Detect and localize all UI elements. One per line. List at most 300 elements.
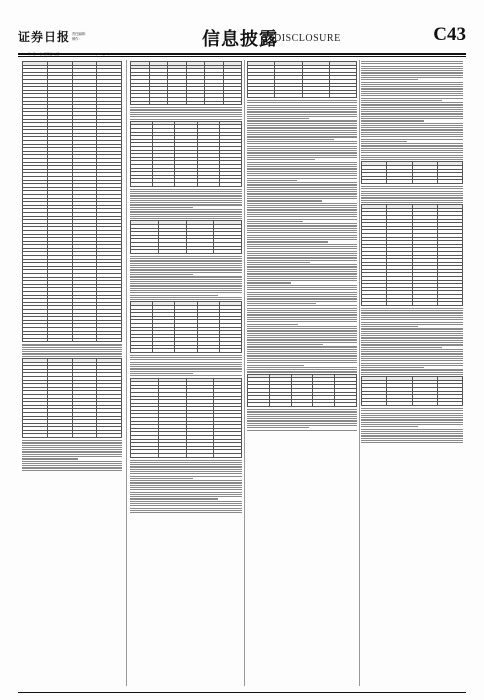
text-line [247, 351, 357, 352]
text-line [130, 267, 242, 268]
text-line [130, 116, 242, 117]
text-line [247, 344, 323, 345]
text-line [361, 312, 463, 313]
text-line [247, 196, 357, 197]
table-cell [387, 302, 412, 306]
text-line [247, 244, 357, 245]
table-cell [131, 454, 159, 458]
text-line [130, 460, 242, 461]
text-line [361, 109, 463, 110]
table-cell [131, 182, 153, 186]
text-line [130, 269, 242, 270]
body-text [361, 408, 463, 443]
table-cell [335, 403, 357, 407]
text-line [361, 319, 463, 320]
text-line [247, 162, 357, 163]
text-line [361, 331, 463, 332]
text-line [361, 317, 463, 318]
text-line [130, 195, 242, 196]
text-line [247, 362, 357, 363]
text-line [247, 109, 357, 110]
text-line [361, 417, 463, 418]
text-line [361, 100, 442, 101]
text-line [361, 326, 418, 327]
table-cell [387, 180, 412, 184]
text-line [247, 416, 357, 417]
table-cell [302, 94, 329, 98]
text-line [247, 205, 357, 206]
text-line [361, 315, 463, 316]
text-line [130, 478, 193, 479]
text-line [247, 303, 316, 304]
text-line [361, 435, 463, 436]
text-line [130, 107, 242, 108]
table-cell [131, 349, 153, 353]
text-line [22, 449, 122, 450]
text-line [247, 180, 297, 181]
text-line [130, 276, 242, 277]
text-line [361, 120, 424, 121]
text-line [247, 152, 357, 153]
text-line [247, 326, 357, 327]
text-line [130, 299, 242, 300]
table-cell [153, 349, 175, 353]
text-line [247, 114, 357, 115]
text-line [247, 184, 357, 185]
text-line [130, 290, 242, 291]
text-line [247, 120, 357, 121]
text-line [247, 132, 357, 133]
text-line [22, 454, 122, 455]
table-cell [269, 403, 291, 407]
text-line [247, 271, 357, 272]
text-line [130, 272, 242, 273]
table-cell [197, 349, 219, 353]
text-line [247, 105, 357, 106]
text-line [247, 411, 357, 412]
text-line [247, 155, 357, 156]
text-line [361, 349, 463, 350]
table-cell [437, 302, 462, 306]
text-line [247, 175, 357, 176]
table-row [131, 182, 242, 186]
text-line [361, 440, 463, 441]
text-line [247, 193, 357, 194]
text-line [247, 146, 357, 147]
table-cell [131, 250, 159, 254]
text-line [247, 278, 357, 279]
text-line [247, 423, 357, 424]
text-line [130, 469, 242, 470]
text-line [247, 367, 357, 368]
text-line [247, 337, 357, 338]
text-line [130, 498, 218, 499]
text-line [247, 191, 357, 192]
text-line [361, 431, 463, 432]
text-line [247, 178, 357, 179]
table-cell [175, 349, 197, 353]
financial-table [361, 204, 463, 306]
text-line [247, 292, 357, 293]
table-cell [97, 434, 122, 438]
text-line [361, 143, 463, 144]
text-line [361, 93, 463, 94]
text-line [361, 337, 463, 338]
table-cell [214, 250, 242, 254]
paper-logo: 证券日报 [18, 30, 71, 44]
text-line [361, 116, 463, 117]
text-line [247, 365, 304, 366]
text-line [22, 442, 122, 443]
body-text [22, 344, 122, 357]
column-divider [126, 60, 127, 686]
body-text [130, 256, 242, 301]
body-text [130, 355, 242, 377]
text-line [22, 463, 122, 464]
table-cell [362, 180, 387, 184]
text-line [247, 216, 357, 217]
financial-table [22, 61, 122, 342]
body-text [247, 100, 357, 373]
body-text [130, 460, 242, 514]
text-line [361, 200, 463, 201]
text-line [247, 134, 357, 135]
text-line [247, 282, 291, 283]
text-line [247, 418, 357, 419]
table-cell [205, 101, 224, 105]
text-line [247, 173, 357, 174]
text-line [247, 255, 357, 256]
text-line [361, 134, 463, 135]
text-line [247, 317, 357, 318]
text-line [361, 84, 463, 85]
text-line [130, 214, 242, 215]
text-line [130, 200, 242, 201]
text-line [130, 473, 242, 474]
text-line [130, 263, 242, 264]
text-line [130, 198, 242, 199]
text-line [361, 335, 463, 336]
text-line [247, 360, 357, 361]
section-title: 信息披露 [202, 29, 278, 50]
text-line [130, 204, 242, 205]
text-line [130, 371, 242, 372]
text-line [247, 260, 357, 261]
table-row [362, 180, 463, 184]
text-line [361, 308, 463, 309]
text-line [247, 330, 357, 331]
text-line [247, 107, 357, 108]
text-line [130, 476, 242, 477]
table-cell [158, 250, 186, 254]
text-line [130, 471, 242, 472]
text-line [247, 328, 357, 329]
section-subtitle: DISCLOSURE [274, 33, 341, 44]
text-line [247, 339, 357, 340]
text-line [22, 465, 122, 466]
text-line [361, 372, 463, 373]
table-cell [131, 101, 150, 105]
text-line [247, 414, 357, 415]
table-row [362, 402, 463, 406]
text-line [247, 157, 357, 158]
text-line [22, 356, 122, 357]
text-line [247, 225, 357, 226]
text-line [247, 125, 357, 126]
text-line [22, 458, 78, 459]
body-text [361, 186, 463, 203]
layout-line: 制作： [72, 37, 82, 41]
text-line [247, 349, 357, 350]
text-line [247, 130, 357, 131]
table-cell [47, 434, 72, 438]
text-line [22, 456, 122, 457]
text-line [361, 195, 463, 196]
text-line [361, 98, 463, 99]
text-line [361, 202, 463, 203]
text-line [130, 501, 242, 502]
table-row [23, 338, 122, 342]
text-line [361, 159, 463, 160]
table-cell [291, 403, 313, 407]
column-3 [247, 60, 357, 686]
table-cell [186, 454, 214, 458]
text-line [130, 373, 193, 374]
text-line [247, 187, 357, 188]
text-line [247, 262, 310, 263]
text-line [247, 312, 357, 313]
text-line [247, 308, 357, 309]
text-line [247, 203, 357, 204]
text-line [247, 314, 357, 315]
text-line [247, 251, 357, 252]
table-cell [412, 402, 437, 406]
text-line [361, 340, 463, 341]
table-cell [362, 302, 387, 306]
text-line [130, 508, 242, 509]
text-line [130, 492, 242, 493]
text-line [247, 219, 357, 220]
text-line [361, 197, 463, 198]
text-line [361, 186, 463, 187]
text-line [247, 342, 357, 343]
text-line [247, 285, 357, 286]
text-line [130, 368, 242, 369]
text-line [247, 427, 309, 428]
financial-table [130, 61, 242, 105]
body-text [361, 61, 463, 160]
text-line [361, 429, 463, 430]
text-line [22, 349, 122, 350]
text-line [130, 191, 242, 192]
column-1 [22, 60, 122, 686]
text-line [361, 86, 463, 87]
text-line [247, 353, 357, 354]
text-line [130, 265, 242, 266]
text-line [361, 310, 463, 311]
table-row [131, 349, 242, 353]
text-line [22, 461, 122, 462]
table-row [131, 101, 242, 105]
text-line [130, 510, 242, 511]
body-text [130, 189, 242, 220]
column-divider [359, 60, 360, 686]
text-line [361, 79, 418, 80]
text-line [361, 66, 463, 67]
text-line [361, 344, 463, 345]
body-text [361, 308, 463, 375]
text-line [361, 426, 418, 427]
text-line [130, 466, 242, 467]
table-cell [175, 182, 197, 186]
text-line [130, 462, 242, 463]
text-line [247, 241, 328, 242]
text-line [361, 155, 463, 156]
text-line [130, 207, 193, 208]
text-line [361, 125, 463, 126]
text-line [130, 114, 242, 115]
text-line [247, 420, 357, 421]
text-line [361, 363, 463, 364]
text-line [130, 489, 242, 490]
text-line [22, 445, 122, 446]
text-line [247, 289, 357, 290]
text-line [247, 310, 357, 311]
text-line [361, 322, 463, 323]
text-line [361, 118, 463, 119]
table-cell [219, 349, 241, 353]
text-line [361, 324, 463, 325]
text-line [247, 209, 357, 210]
text-line [247, 239, 357, 240]
table-cell [329, 94, 356, 98]
text-line [22, 353, 122, 354]
text-line [247, 371, 357, 372]
text-line [247, 425, 357, 426]
text-line [130, 357, 242, 358]
text-line [130, 109, 242, 110]
text-line [247, 264, 357, 265]
text-line [361, 369, 463, 370]
page-number: C43 [433, 24, 466, 45]
text-line [130, 285, 242, 286]
text-line [130, 218, 242, 219]
text-line [361, 419, 463, 420]
text-line [247, 166, 357, 167]
body-text [247, 409, 357, 431]
text-line [247, 214, 357, 215]
financial-table [130, 220, 242, 253]
table-cell [214, 454, 242, 458]
table-cell [437, 402, 462, 406]
text-line [22, 347, 122, 348]
text-line [130, 355, 242, 356]
text-line [247, 280, 357, 281]
text-line [130, 260, 242, 261]
text-line [130, 364, 242, 365]
text-line [247, 430, 357, 431]
table-cell [186, 250, 214, 254]
text-line [130, 216, 242, 217]
text-line [361, 333, 463, 334]
text-line [247, 305, 357, 306]
text-line [247, 102, 357, 103]
text-line [361, 72, 463, 73]
text-line [247, 355, 357, 356]
table-cell [72, 434, 97, 438]
text-line [361, 347, 442, 348]
text-line [361, 374, 463, 375]
text-line [361, 77, 463, 78]
text-line [361, 150, 463, 151]
table-cell [248, 403, 270, 407]
text-line [130, 202, 242, 203]
table-cell [23, 338, 48, 342]
text-line [247, 346, 357, 347]
text-line [130, 375, 242, 376]
text-line [361, 422, 463, 423]
text-line [247, 228, 357, 229]
text-line [361, 139, 463, 140]
text-line [361, 132, 463, 133]
table-cell [197, 182, 219, 186]
financial-table [361, 161, 463, 184]
text-line [361, 63, 463, 64]
text-line [22, 470, 122, 471]
text-line [361, 145, 463, 146]
text-line [130, 279, 242, 280]
text-line [247, 333, 357, 334]
text-line [361, 415, 463, 416]
text-line [130, 119, 242, 120]
body-text [22, 440, 122, 471]
text-line [247, 223, 357, 224]
text-line [247, 409, 357, 410]
text-line [130, 281, 242, 282]
text-line [247, 273, 357, 274]
text-line [130, 209, 242, 210]
table-cell [97, 338, 122, 342]
text-line [130, 193, 242, 194]
header-rule-thick [18, 53, 466, 55]
text-line [247, 200, 322, 201]
text-line [22, 351, 122, 352]
header-rule-thin [18, 56, 466, 57]
text-line [361, 342, 463, 343]
text-line [247, 212, 357, 213]
text-line [247, 136, 357, 137]
text-line [361, 356, 463, 357]
text-line [361, 193, 463, 194]
text-line [247, 319, 357, 320]
text-line [361, 75, 463, 76]
text-line [361, 104, 463, 105]
text-line [130, 258, 242, 259]
text-line [361, 413, 463, 414]
footer-rule [18, 692, 466, 693]
text-line [361, 113, 463, 114]
text-line [22, 451, 122, 452]
text-line [22, 467, 122, 468]
table-cell [412, 180, 437, 184]
financial-table [247, 374, 357, 407]
table-cell [47, 338, 72, 342]
column-2 [130, 60, 242, 686]
text-line [130, 480, 242, 481]
table-cell [437, 180, 462, 184]
text-line [130, 487, 242, 488]
table-cell [72, 338, 97, 342]
